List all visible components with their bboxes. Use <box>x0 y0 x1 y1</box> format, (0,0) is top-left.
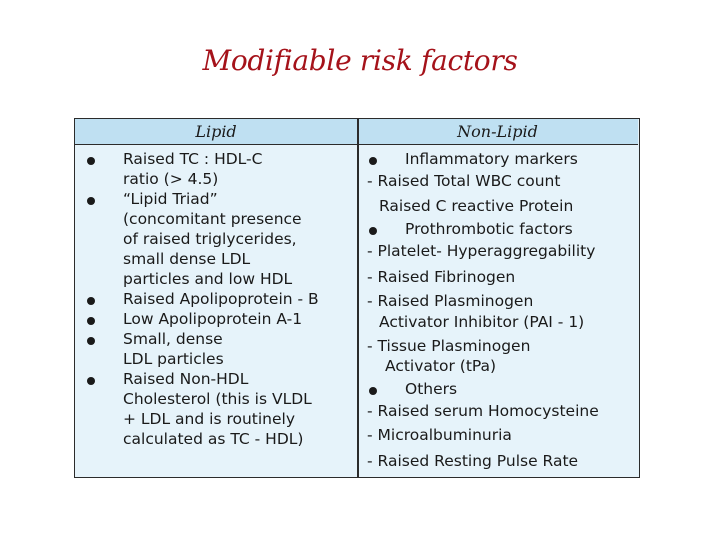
bullet-icon <box>369 157 377 165</box>
bullet-icon <box>369 227 377 235</box>
bullet-icon <box>87 377 95 385</box>
lipid-line: Small, dense <box>123 330 223 348</box>
non-lipid-line: - Raised serum Homocysteine <box>367 402 599 420</box>
bullet-icon <box>87 297 95 305</box>
non-lipid-line: Inflammatory markers <box>405 150 578 168</box>
non-lipid-line: - Raised Fibrinogen <box>367 268 516 286</box>
lipid-line: particles and low HDL <box>123 270 293 288</box>
lipid-header: Lipid <box>75 119 357 145</box>
bullet-icon <box>87 317 95 325</box>
non-lipid-line: - Raised Plasminogen <box>367 292 534 310</box>
lipid-line: Raised TC : HDL-C <box>123 150 263 168</box>
lipid-line: ratio (> 4.5) <box>123 170 219 188</box>
lipid-line: Low Apolipoprotein A-1 <box>123 310 303 328</box>
lipid-line: (concomitant presence <box>123 210 302 228</box>
non-lipid-line: - Raised Resting Pulse Rate <box>367 452 579 470</box>
bullet-icon <box>87 157 95 165</box>
non-lipid-line: Prothrombotic factors <box>405 220 573 238</box>
non-lipid-header: Non-Lipid <box>357 119 638 145</box>
bullet-icon <box>87 337 95 345</box>
non-lipid-line: - Platelet- Hyperaggregability <box>367 242 596 260</box>
non-lipid-line: Activator Inhibitor (PAI - 1) <box>379 313 585 331</box>
column-divider <box>357 119 359 477</box>
lipid-line: Raised Apolipoprotein - B <box>123 290 319 308</box>
slide-title: Modifiable risk factors <box>202 44 518 77</box>
non-lipid-line: Raised C reactive Protein <box>379 197 574 215</box>
lipid-line: calculated as TC - HDL) <box>123 430 304 448</box>
risk-factors-table <box>74 118 640 478</box>
lipid-line: LDL particles <box>123 350 224 368</box>
non-lipid-line: Others <box>405 380 458 398</box>
lipid-line: “Lipid Triad” <box>123 190 218 208</box>
lipid-line: + LDL and is routinely <box>123 410 296 428</box>
lipid-line: Cholesterol (this is VLDL <box>123 390 312 408</box>
non-lipid-line: - Microalbuminuria <box>367 426 512 444</box>
non-lipid-line: Activator (tPa) <box>385 357 497 375</box>
lipid-line: small dense LDL <box>123 250 251 268</box>
bullet-icon <box>369 387 377 395</box>
bullet-icon <box>87 197 95 205</box>
non-lipid-line: - Tissue Plasminogen <box>367 337 531 355</box>
lipid-line: of raised triglycerides, <box>123 230 297 248</box>
non-lipid-line: - Raised Total WBC count <box>367 172 561 190</box>
lipid-line: Raised Non-HDL <box>123 370 249 388</box>
